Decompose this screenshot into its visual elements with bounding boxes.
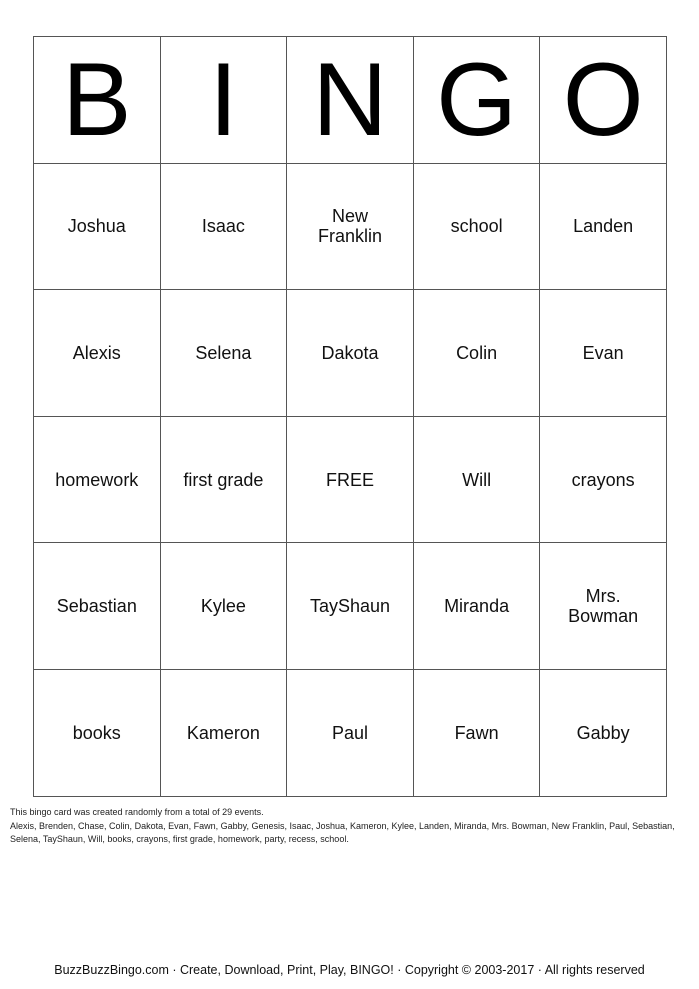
card-cell: Paul xyxy=(287,669,414,796)
card-cell: Sebastian xyxy=(34,543,161,670)
card-cell: homework xyxy=(34,416,161,543)
card-cell: TayShaun xyxy=(287,543,414,670)
card-cell: Joshua xyxy=(34,163,161,290)
card-cell: Dakota xyxy=(287,290,414,417)
card-row xyxy=(34,163,667,290)
card-cell: New Franklin xyxy=(287,163,414,290)
card-row xyxy=(34,416,667,543)
card-cell: Selena xyxy=(160,290,287,417)
header-letter-o: O xyxy=(540,37,667,164)
bingo-card xyxy=(33,36,667,797)
card-cell: Kylee xyxy=(160,543,287,670)
card-cell: first grade xyxy=(160,416,287,543)
card-row xyxy=(34,543,667,670)
card-cell: Alexis xyxy=(34,290,161,417)
card-cell: books xyxy=(34,669,161,796)
card-summary: This bingo card was created randomly from a total of 29 events. xyxy=(10,807,264,817)
events-list: Alexis, Brenden, Chase, Colin, Dakota, Evan, Fawn, Gabby, Genesis, Isaac, Joshua, Kameron, Kylee, Landen, Miranda, Mrs. Bowman, New Franklin, Paul, Sebastian, Selena, TayShaun, Will, books, crayons, first grade, homework, party, recess, school. xyxy=(10,820,675,844)
header-letter-n: N xyxy=(287,37,414,164)
card-cell: Mrs. Bowman xyxy=(540,543,667,670)
footer-copyright: BuzzBuzzBingo.com · Create, Download, Print, Play, BINGO! · Copyright © 2003-2017 · All rights reserved xyxy=(54,963,645,977)
header-row xyxy=(34,37,667,164)
card-cell: Kameron xyxy=(160,669,287,796)
card-cell: crayons xyxy=(540,416,667,543)
card-cell: Miranda xyxy=(413,543,540,670)
card-cell: Evan xyxy=(540,290,667,417)
card-cell: school xyxy=(413,163,540,290)
card-cell: Colin xyxy=(413,290,540,417)
card-cell: Landen xyxy=(540,163,667,290)
card-info xyxy=(10,806,690,847)
card-row xyxy=(34,290,667,417)
card-cell: Fawn xyxy=(413,669,540,796)
card-cell: Will xyxy=(413,416,540,543)
header-letter-i: I xyxy=(160,37,287,164)
card-row xyxy=(34,669,667,796)
card-cell: Isaac xyxy=(160,163,287,290)
free-space-cell: FREE xyxy=(287,416,414,543)
header-letter-g: G xyxy=(413,37,540,164)
card-cell: Gabby xyxy=(540,669,667,796)
header-letter-b: B xyxy=(34,37,161,164)
